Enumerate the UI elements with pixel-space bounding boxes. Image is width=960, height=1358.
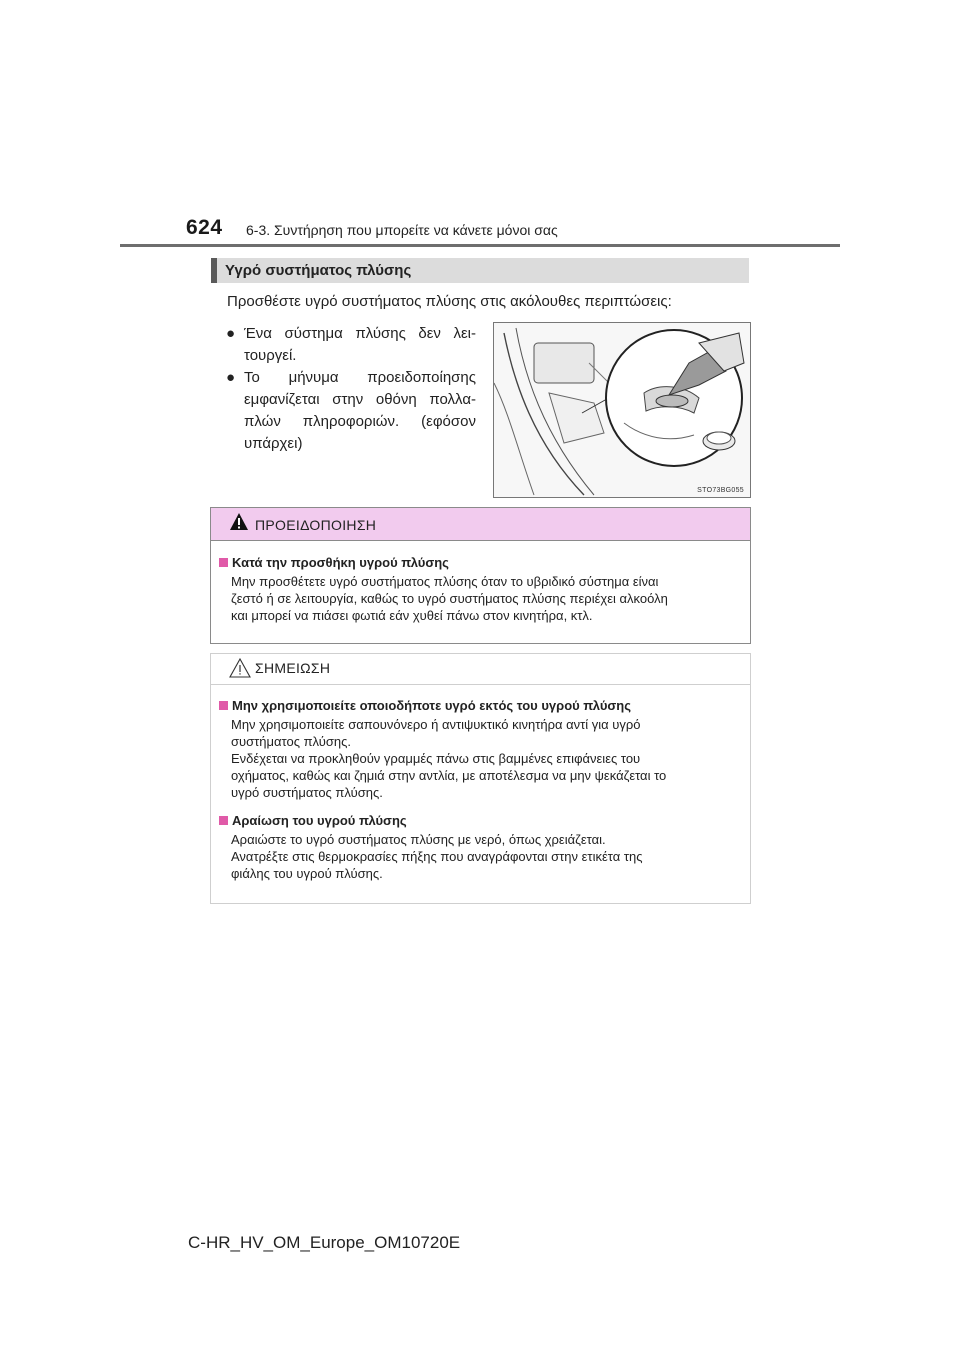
bullet-item bbox=[226, 323, 476, 367]
header-divider bbox=[120, 244, 840, 247]
text-line: υγρό συστήματος πλύσης. bbox=[231, 785, 383, 800]
warning-item-text bbox=[231, 573, 740, 624]
note-header bbox=[211, 654, 750, 685]
pink-square-bullet-icon bbox=[219, 701, 228, 710]
heading-text: Αραίωση του υγρού πλύσης bbox=[232, 813, 407, 828]
text-line: φιάλης του υγρού πλύσης. bbox=[231, 866, 383, 881]
caution-triangle-outline-icon bbox=[229, 658, 251, 678]
warning-item-heading bbox=[219, 555, 449, 570]
text-line: Αραιώστε το υγρό συστήματος πλύσης με νερό, όπως χρειάζεται. bbox=[231, 832, 606, 847]
text-line: και μπορεί να πιάσει φωτιά εάν χυθεί πάνω στον κινητήρα, κτλ. bbox=[231, 608, 593, 623]
text-line: Ανατρέξτε στις θερμοκρασίες πήξης που αναγράφονται στην ετικέτα της bbox=[231, 849, 643, 864]
text-line: οχήματος, καθώς και ζημιά στην αντλία, με αποτέλεσμα να μην ψεκάζεται το bbox=[231, 768, 667, 783]
text-line: συστήματος πλύσης. bbox=[231, 734, 351, 749]
note-box bbox=[210, 653, 751, 904]
text-line: Μην χρησιμοποιείτε σαπουνόνερο ή αντιψυκτικό κινητήρα αντί για υγρό bbox=[231, 717, 641, 732]
text-line: ζεστό ή σε λειτουργία, καθώς το υγρό συστήματος πλύσης περιέχει αλκοόλη bbox=[231, 591, 668, 606]
bullet-dot-icon: ● bbox=[226, 369, 236, 386]
warning-header bbox=[211, 508, 750, 541]
pink-square-bullet-icon bbox=[219, 816, 228, 825]
washer-fluid-illustration bbox=[493, 322, 751, 498]
note-item-heading bbox=[219, 698, 631, 713]
text-line: Ενδέχεται να προκληθούν γραμμές πάνω στις βαμμένες επιφάνειες του bbox=[231, 751, 641, 766]
warning-label: ΠΡΟΕΙΔΟΠΟΙΗΣΗ bbox=[255, 517, 377, 533]
note-item-text bbox=[231, 716, 740, 801]
section-title: Υγρό συστήματος πλύσης bbox=[225, 262, 412, 279]
note-label: ΣΗΜΕΙΩΣΗ bbox=[255, 660, 331, 676]
pink-square-bullet-icon bbox=[219, 558, 228, 567]
heading-text: Μην χρησιμοποιείτε οποιοδήποτε υγρό εκτός του υγρού πλύσης bbox=[232, 698, 631, 713]
intro-text: Προσθέστε υγρό συστήματος πλύσης στις ακόλουθες περιπτώσεις: bbox=[227, 293, 672, 310]
bullet-text: Το μήνυμα προειδοποίησης εμφανίζεται στην οθόνη πολλα-πλών πληροφοριών. (εφόσον υπάρχει) bbox=[244, 369, 476, 452]
heading-text: Κατά την προσθήκη υγρού πλύσης bbox=[232, 555, 449, 570]
note-item-text bbox=[231, 831, 740, 882]
page-number: 624 bbox=[186, 216, 223, 239]
section-accent bbox=[211, 258, 217, 283]
figure-label: STO73BG055 bbox=[697, 487, 744, 494]
section-title-bar bbox=[211, 258, 749, 283]
text-line: Μην προσθέτετε υγρό συστήματος πλύσης όταν το υβριδικό σύστημα είναι bbox=[231, 574, 659, 589]
bullet-item bbox=[226, 367, 476, 455]
bullet-text: Ένα σύστημα πλύσης δεν λει-τουργεί. bbox=[244, 325, 476, 364]
bullet-dot-icon: ● bbox=[226, 325, 236, 342]
warning-box bbox=[210, 507, 751, 644]
note-item-heading bbox=[219, 813, 407, 828]
engine-bay-drawing-icon bbox=[494, 323, 750, 497]
warning-triangle-icon bbox=[229, 512, 249, 532]
document-id: C-HR_HV_OM_Europe_OM10720E bbox=[188, 1233, 461, 1252]
chapter-title: 6-3. Συντήρηση που μπορείτε να κάνετε μόνοι σας bbox=[246, 222, 558, 238]
